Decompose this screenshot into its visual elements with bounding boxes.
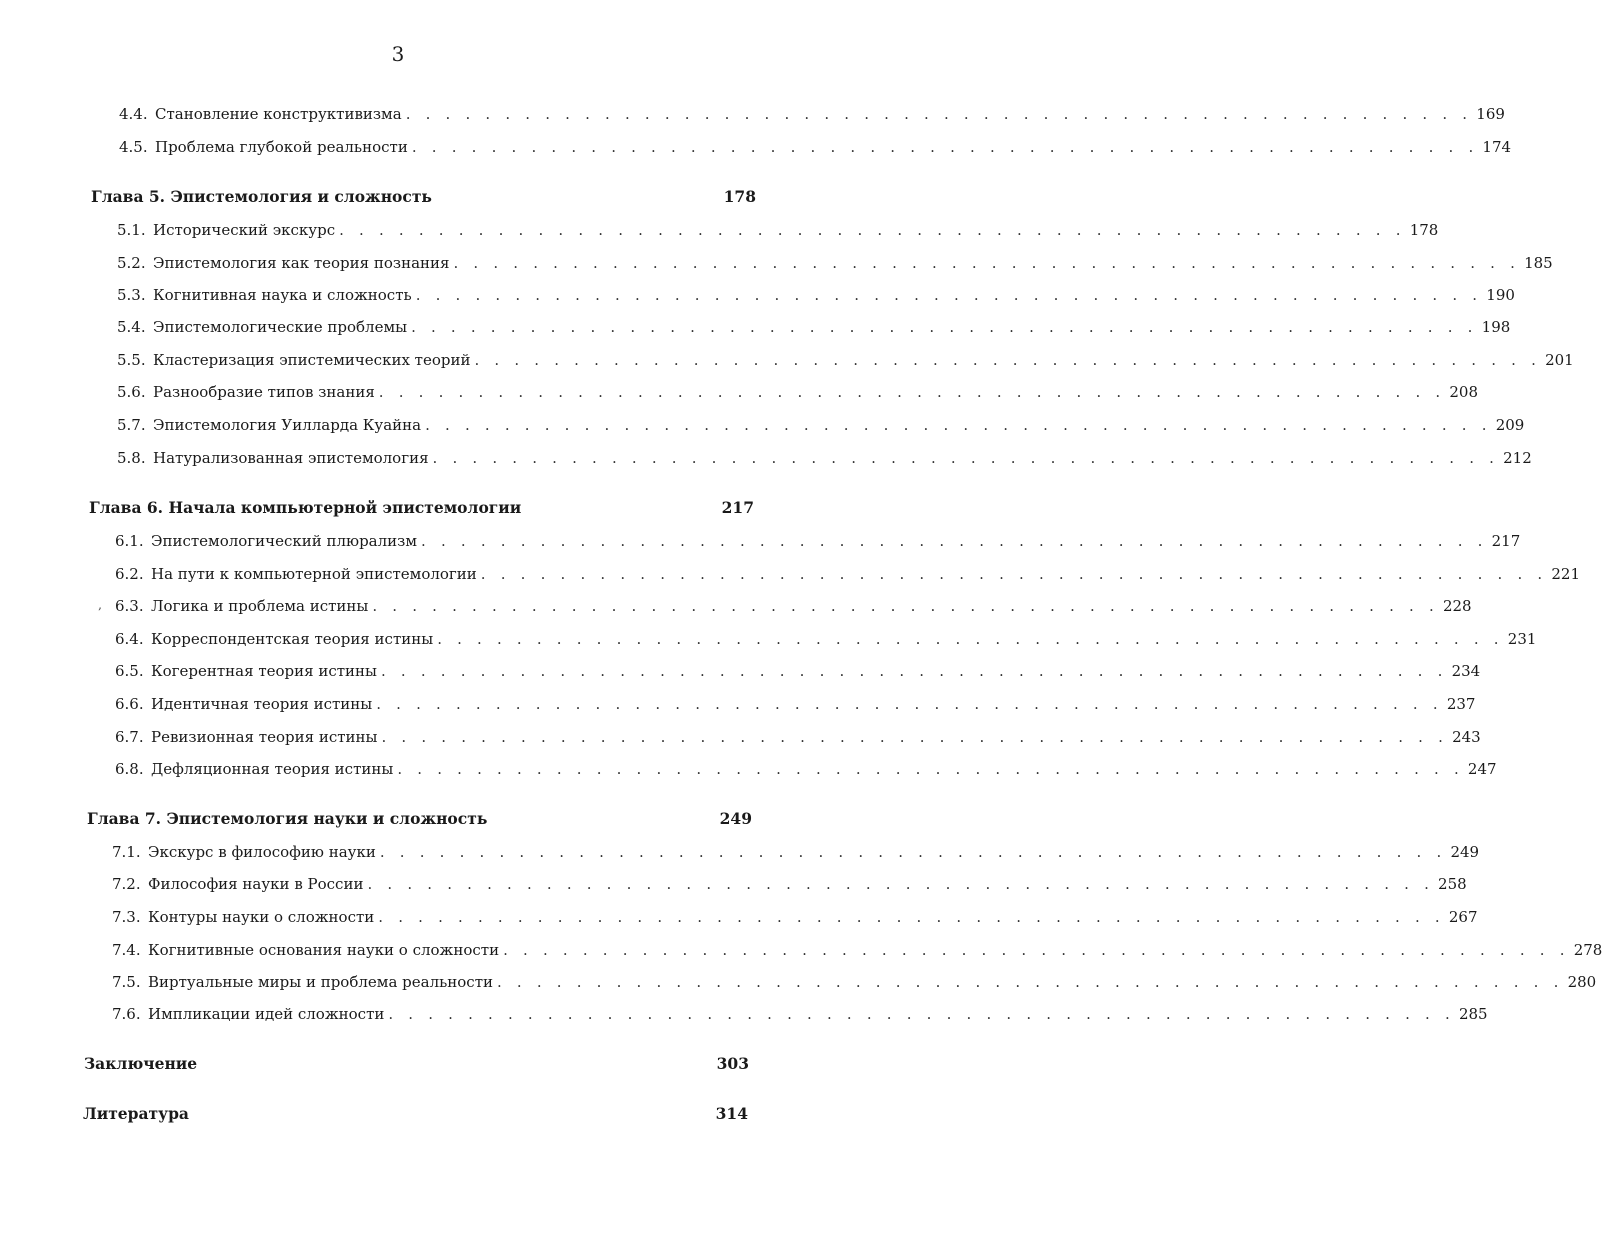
entry-page: 228 [1442, 597, 1472, 615]
entry-title: Проблема глубокой реальности [155, 138, 408, 156]
dot-leader: . . . . . . . . . . . . . . . . . . . . . . . . . . . . . . . . . . . . . . . . . . . . . . . . . . . . . . [453, 254, 1521, 272]
entry-title: На пути к компьютерной эпистемологии [151, 565, 477, 583]
entry-page: 198 [1481, 318, 1511, 336]
toc-entry-6-8[interactable] [115, 759, 1497, 779]
entry-number: 5.2. [117, 254, 146, 272]
entry-number: 6.3. [115, 597, 144, 615]
chapter-page: 217 [721, 498, 754, 517]
entry-number: 5.5. [117, 351, 146, 369]
entry-title: Импликации идей сложности [148, 1005, 385, 1023]
dot-leader: . . . . . . . . . . . . . . . . . . . . . . . . . . . . . . . . . . . . . . . . . . . . . . . . . . . . . . [474, 351, 1542, 369]
toc-entry-7-1[interactable] [112, 842, 1480, 862]
toc-entry-6-2[interactable] [115, 564, 1581, 584]
dot-leader: . . . . . . . . . . . . . . . . . . . . . . . . . . . . . . . . . . . . . . . . . . . . . . . . . . . . . . [425, 416, 1492, 434]
entry-title: Разнообразие типов знания [153, 383, 375, 401]
dot-leader: . . . . . . . . . . . . . . . . . . . . . . . . . . . . . . . . . . . . . . . . . . . . . . . . . . . . . . [397, 760, 1464, 778]
dot-leader: . . . . . . . . . . . . . . . . . . . . . . . . . . . . . . . . . . . . . . . . . . . . . . . . . . . . . . [437, 630, 1504, 648]
entry-number: 6.7. [115, 728, 144, 746]
entry-page: 178 [1409, 221, 1439, 239]
chapter-7-heading[interactable] [87, 809, 752, 829]
toc-entry-7-5[interactable] [112, 972, 1597, 992]
entry-page: 280 [1567, 973, 1597, 991]
entry-number: 6.8. [115, 760, 144, 778]
entry-number: 6.5. [115, 662, 144, 680]
dot-leader: . . . . . . . . . . . . . . . . . . . . . . . . . . . . . . . . . . . . . . . . . . . . . . . . . . . . . . [405, 105, 1473, 123]
entry-page: 258 [1438, 875, 1467, 893]
dot-leader: . . . . . . . . . . . . . . . . . . . . . . . . . . . . . . . . . . . . . . . . . . . . . . . . . . . . . . [376, 695, 1443, 713]
entry-title: Кластеризация эпистемических теорий [153, 351, 471, 369]
dot-leader: . . . . . . . . . . . . . . . . . . . . . . . . . . . . . . . . . . . . . . . . . . . . . . . . . . . . . . [378, 908, 1445, 926]
entry-title: Эпистемологические проблемы [153, 318, 408, 336]
dot-leader: . . . . . . . . . . . . . . . . . . . . . . . . . . . . . . . . . . . . . . . . . . . . . . . . . . . . . . [480, 565, 1548, 583]
dot-leader: . . . . . . . . . . . . . . . . . . . . . . . . . . . . . . . . . . . . . . . . . . . . . . . . . . . . . . [379, 843, 1447, 861]
chapter-title: Глава 7. Эпистемология науки и сложность [87, 809, 488, 828]
dot-leader: . . . . . . . . . . . . . . . . . . . . . . . . . . . . . . . . . . . . . . . . . . . . . . . . . . . . . . [411, 318, 1478, 336]
chapter-title: Глава 5. Эпистемология и сложность [91, 187, 432, 206]
dot-leader: . . . . . . . . . . . . . . . . . . . . . . . . . . . . . . . . . . . . . . . . . . . . . . . . . . . . . . [381, 728, 1449, 746]
toc-entry-5-1[interactable] [117, 220, 1439, 240]
chapter-title: Литература [83, 1104, 189, 1123]
toc-entry-6-4[interactable] [115, 629, 1537, 649]
toc-entry-5-3[interactable] [117, 285, 1515, 305]
entry-page: 231 [1507, 630, 1537, 648]
toc-entry-6-6[interactable] [115, 694, 1476, 714]
entry-number: 7.5. [112, 973, 141, 991]
entry-title: Исторический экскурс [153, 221, 336, 239]
chapter-page: 303 [716, 1054, 749, 1073]
entry-number: 7.1. [112, 843, 141, 861]
toc-entry-5-7[interactable] [117, 415, 1525, 435]
toc-entry-4-5[interactable] [119, 137, 1512, 157]
entry-number: 6.6. [115, 695, 144, 713]
entry-number: 7.4. [112, 941, 141, 959]
entry-page: 212 [1503, 449, 1532, 467]
entry-title: Эпистемология Уилларда Куайна [153, 416, 422, 434]
entry-number: 5.4. [117, 318, 146, 336]
entry-title: Натурализованная эпистемология [153, 449, 429, 467]
entry-title: Эпистемологический плюрализм [151, 532, 418, 550]
entry-page: 234 [1451, 662, 1481, 680]
entry-title: Когнитивная наука и сложность [153, 286, 412, 304]
entry-page: 174 [1482, 138, 1512, 156]
dot-leader: . . . . . . . . . . . . . . . . . . . . . . . . . . . . . . . . . . . . . . . . . . . . . . . . . . . . . . [378, 383, 1446, 401]
entry-title: Когнитивные основания науки о сложности [148, 941, 500, 959]
toc-entry-7-6[interactable] [112, 1004, 1488, 1024]
dot-leader: . . . . . . . . . . . . . . . . . . . . . . . . . . . . . . . . . . . . . . . . . . . . . . . . . . . . . . [388, 1005, 1455, 1023]
entry-number: 4.5. [119, 138, 148, 156]
entry-title: Ревизионная теория истины [151, 728, 378, 746]
dot-leader: . . . . . . . . . . . . . . . . . . . . . . . . . . . . . . . . . . . . . . . . . . . . . . . . . . . . . . [432, 449, 1500, 467]
chapter-page: 249 [719, 809, 752, 828]
entry-page: 217 [1491, 532, 1521, 550]
toc-entry-6-5[interactable] [115, 661, 1481, 681]
entry-title: Логика и проблема истины [151, 597, 369, 615]
toc-entry-4-4[interactable] [119, 104, 1505, 124]
dot-leader: . . . . . . . . . . . . . . . . . . . . . . . . . . . . . . . . . . . . . . . . . . . . . . . . . . . . . . [367, 875, 1435, 893]
entry-page: 247 [1467, 760, 1497, 778]
entry-number: 5.8. [117, 449, 146, 467]
dot-leader: . . . . . . . . . . . . . . . . . . . . . . . . . . . . . . . . . . . . . . . . . . . . . . . . . . . . . . [503, 941, 1570, 959]
entry-page: 221 [1551, 565, 1581, 583]
entry-title: Виртуальные миры и проблема реальности [148, 973, 493, 991]
entry-number: 5.1. [117, 221, 146, 239]
dot-leader: . . . . . . . . . . . . . . . . . . . . . . . . . . . . . . . . . . . . . . . . . . . . . . . . . . . . . . [339, 221, 1406, 239]
chapter-title: Заключение [84, 1054, 198, 1073]
entry-title: Философия науки в России [148, 875, 364, 893]
entry-page: 208 [1449, 383, 1479, 401]
toc-entry-7-3[interactable] [112, 907, 1478, 927]
entry-number: 5.3. [117, 286, 146, 304]
toc-entry-5-8[interactable] [117, 448, 1532, 468]
entry-title: Становление конструктивизма [155, 105, 402, 123]
entry-title: Эпистемология как теория познания [153, 254, 450, 272]
entry-number: 7.3. [112, 908, 141, 926]
chapter-page: 314 [715, 1104, 748, 1123]
entry-title: Когерентная теория истины [151, 662, 377, 680]
dot-leader: . . . . . . . . . . . . . . . . . . . . . . . . . . . . . . . . . . . . . . . . . . . . . . . . . . . . . . [381, 662, 1448, 680]
entry-page: 285 [1458, 1005, 1488, 1023]
entry-title: Контуры науки о сложности [148, 908, 375, 926]
entry-page: 209 [1495, 416, 1525, 434]
toc-entry-6-3[interactable] [115, 596, 1472, 616]
entry-page: 249 [1450, 843, 1480, 861]
entry-page: 201 [1545, 351, 1574, 369]
chapter-5-heading[interactable] [91, 187, 756, 207]
entry-page: 185 [1524, 254, 1553, 272]
margin-mark-icon: ‚ [98, 598, 102, 612]
chapter-title: Глава 6. Начала компьютерной эпистемологии [89, 498, 522, 517]
chapter-6-heading[interactable] [89, 498, 754, 518]
entry-page: 243 [1452, 728, 1481, 746]
toc-entry-5-5[interactable] [117, 350, 1574, 370]
entry-page: 237 [1446, 695, 1476, 713]
dot-leader: . . . . . . . . . . . . . . . . . . . . . . . . . . . . . . . . . . . . . . . . . . . . . . . . . . . . . . [372, 597, 1439, 615]
entry-number: 6.2. [115, 565, 144, 583]
dot-leader: . . . . . . . . . . . . . . . . . . . . . . . . . . . . . . . . . . . . . . . . . . . . . . . . . . . . . . [411, 138, 1479, 156]
entry-number: 5.6. [117, 383, 146, 401]
dot-leader: . . . . . . . . . . . . . . . . . . . . . . . . . . . . . . . . . . . . . . . . . . . . . . . . . . . . . . [497, 973, 1564, 991]
entry-title: Идентичная теория истины [151, 695, 373, 713]
entry-title: Корреспондентская теория истины [151, 630, 434, 648]
page-number: 3 [391, 42, 405, 66]
chapter-page: 178 [723, 187, 756, 206]
entry-number: 7.2. [112, 875, 141, 893]
entry-number: 7.6. [112, 1005, 141, 1023]
toc-entry-7-2[interactable] [112, 874, 1467, 894]
entry-title: Дефляционная теория истины [151, 760, 394, 778]
entry-number: 4.4. [119, 105, 148, 123]
entry-page: 278 [1573, 941, 1602, 959]
dot-leader: . . . . . . . . . . . . . . . . . . . . . . . . . . . . . . . . . . . . . . . . . . . . . . . . . . . . . . [415, 286, 1483, 304]
entry-page: 267 [1448, 908, 1478, 926]
toc-entry-7-4[interactable] [112, 940, 1602, 960]
entry-title: Экскурс в философию науки [148, 843, 376, 861]
conclusion-heading[interactable] [84, 1054, 749, 1074]
dot-leader: . . . . . . . . . . . . . . . . . . . . . . . . . . . . . . . . . . . . . . . . . . . . . . . . . . . . . . [421, 532, 1488, 550]
entry-number: 6.1. [115, 532, 144, 550]
toc-entry-5-6[interactable] [117, 382, 1479, 402]
toc-entry-5-2[interactable] [117, 253, 1553, 273]
entry-number: 5.7. [117, 416, 146, 434]
toc-entry-5-4[interactable] [117, 317, 1511, 337]
entry-page: 169 [1476, 105, 1505, 123]
toc-entry-6-7[interactable] [115, 727, 1481, 747]
entry-page: 190 [1486, 286, 1515, 304]
literature-heading[interactable] [83, 1104, 748, 1124]
toc-entry-6-1[interactable] [115, 531, 1521, 551]
entry-number: 6.4. [115, 630, 144, 648]
